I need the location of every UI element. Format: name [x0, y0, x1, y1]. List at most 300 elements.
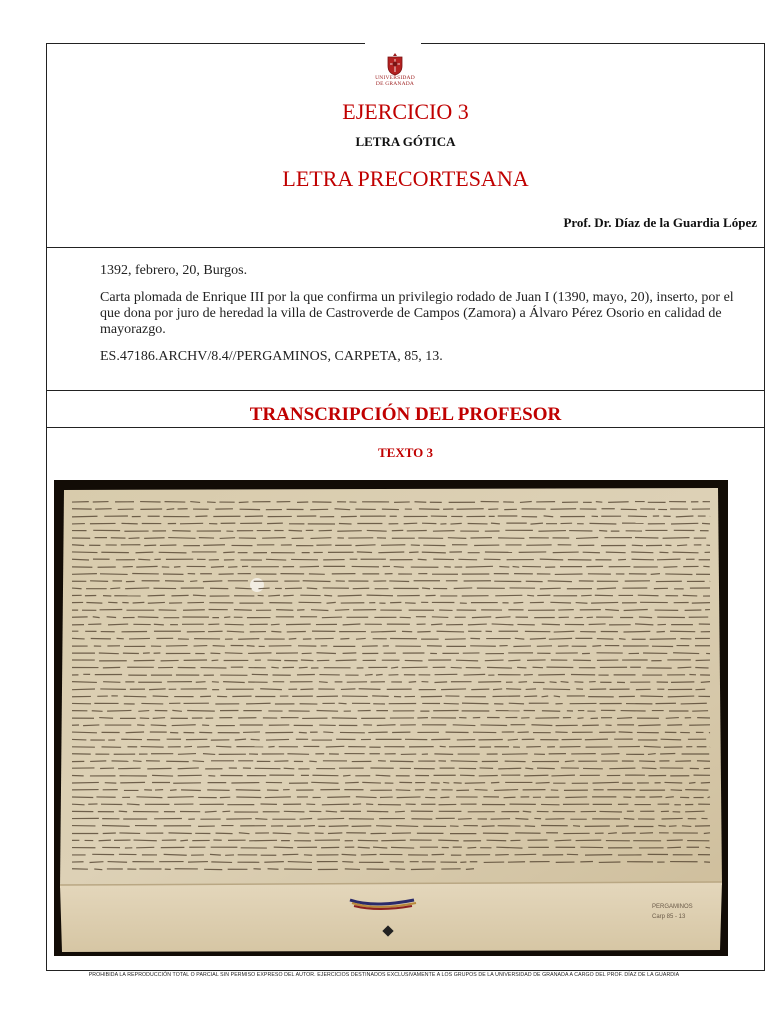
manuscript-stroke — [606, 552, 626, 553]
manuscript-stroke — [147, 768, 171, 769]
manuscript-stroke — [134, 840, 157, 841]
manuscript-stroke — [135, 552, 153, 553]
manuscript-stroke — [264, 862, 284, 863]
manuscript-stroke — [651, 574, 660, 575]
manuscript-stroke — [593, 782, 619, 783]
manuscript-stroke — [609, 768, 635, 769]
manuscript-stroke — [664, 782, 682, 783]
manuscript-stroke — [316, 653, 335, 654]
manuscript-stroke — [164, 854, 187, 855]
manuscript-stroke — [550, 602, 571, 603]
manuscript-stroke — [704, 833, 710, 834]
manuscript-stroke — [309, 761, 316, 762]
manuscript-stroke — [235, 588, 252, 589]
manuscript-stroke — [99, 653, 119, 654]
manuscript-stroke — [583, 552, 600, 553]
manuscript-stroke — [133, 602, 145, 603]
manuscript-stroke — [72, 689, 95, 690]
manuscript-stroke — [422, 552, 446, 553]
manuscript-stroke — [83, 725, 99, 726]
manuscript-stroke — [695, 667, 708, 668]
manuscript-stroke — [453, 725, 476, 726]
manuscript-stroke — [395, 811, 405, 812]
manuscript-stroke — [72, 516, 98, 517]
manuscript-stroke — [667, 840, 683, 841]
manuscript-stroke — [211, 862, 232, 863]
manuscript-stroke — [108, 624, 128, 625]
manuscript-stroke — [376, 775, 391, 776]
manuscript-stroke — [624, 818, 635, 819]
manuscript-stroke — [601, 754, 619, 755]
manuscript-stroke — [701, 682, 710, 683]
manuscript-stroke — [108, 862, 128, 863]
manuscript-stroke — [617, 718, 632, 719]
manuscript-stroke — [258, 588, 269, 589]
manuscript-stroke — [498, 768, 521, 769]
manuscript-stroke — [664, 567, 678, 568]
manuscript-stroke — [417, 631, 430, 632]
manuscript-stroke — [365, 675, 373, 676]
manuscript-stroke — [213, 646, 225, 647]
manuscript-stroke — [378, 552, 404, 553]
manuscript-stroke — [356, 797, 377, 798]
manuscript-stroke — [491, 523, 500, 524]
manuscript-stroke — [673, 653, 699, 654]
manuscript-stroke — [220, 538, 235, 539]
manuscript-stroke — [126, 732, 145, 733]
manuscript-stroke — [283, 595, 293, 596]
manuscript-stroke — [551, 775, 575, 776]
manuscript-stroke — [337, 531, 361, 532]
manuscript-stroke — [356, 638, 366, 639]
manuscript-stroke — [619, 732, 633, 733]
manuscript-stroke — [136, 797, 162, 798]
manuscript-stroke — [249, 840, 277, 841]
manuscript-stroke — [608, 502, 629, 503]
manuscript-stroke — [523, 811, 531, 812]
manuscript-stroke — [137, 725, 144, 726]
manuscript-stroke — [154, 624, 164, 625]
manuscript-stroke — [268, 595, 280, 596]
manuscript-stroke — [685, 811, 704, 812]
manuscript-stroke — [519, 682, 528, 683]
manuscript-stroke — [444, 703, 459, 704]
manuscript-stroke — [540, 588, 561, 589]
manuscript-stroke — [414, 502, 426, 503]
manuscript-stroke — [565, 761, 575, 762]
manuscript-stroke — [138, 617, 159, 618]
manuscript-stroke — [496, 617, 511, 618]
manuscript-stroke — [203, 581, 222, 582]
manuscript-stroke — [482, 826, 495, 827]
manuscript-stroke — [376, 674, 383, 675]
manuscript-stroke — [433, 531, 455, 532]
manuscript-stroke — [458, 819, 472, 820]
manuscript-stroke — [440, 797, 449, 798]
manuscript-stroke — [597, 639, 614, 640]
manuscript-stroke — [271, 667, 278, 668]
manuscript-stroke — [138, 559, 150, 560]
document-summary: Carta plomada de Enrique III por la que confirma un privilegio rodado de Juan I (1390, mayo, 20), inserto, por el que dona por juro de heredad la villa de Castroverde de Campos (Zamora) a Álvaro Pérez Osorio en calidad de mayorazgo. — [100, 290, 734, 337]
manuscript-stroke — [549, 638, 572, 639]
manuscript-stroke — [72, 782, 99, 783]
manuscript-stroke — [667, 847, 681, 848]
logo-text-line2: DE GRANADA — [375, 80, 415, 87]
manuscript-stroke — [90, 581, 108, 582]
divider-metadata — [47, 390, 764, 391]
manuscript-stroke — [478, 682, 501, 683]
university-logo — [373, 52, 417, 92]
manuscript-stroke — [102, 826, 130, 827]
manuscript-stroke — [525, 768, 533, 769]
manuscript-stroke — [466, 869, 474, 870]
manuscript-stroke — [673, 552, 699, 553]
manuscript-stroke — [159, 552, 187, 553]
manuscript-stroke — [151, 725, 167, 726]
manuscript-stroke — [508, 739, 518, 740]
manuscript-stroke — [451, 761, 478, 762]
manuscript-stroke — [487, 667, 512, 668]
manuscript-stroke — [357, 552, 372, 553]
manuscript-stroke — [515, 638, 525, 639]
manuscript-stroke — [493, 689, 502, 690]
manuscript-stroke — [276, 610, 293, 611]
manuscript-stroke — [542, 696, 549, 697]
manuscript-stroke — [692, 711, 708, 712]
manuscript-stroke — [103, 682, 120, 683]
manuscript-stroke — [431, 624, 442, 625]
manuscript-stroke — [94, 869, 102, 870]
manuscript-stroke — [72, 797, 93, 798]
manuscript-stroke — [203, 754, 215, 755]
manuscript-stroke — [238, 639, 259, 640]
archive-note-line1: PERGAMINOS — [652, 904, 693, 910]
manuscript-stroke — [542, 624, 560, 625]
manuscript-stroke — [326, 811, 337, 812]
manuscript-stroke — [289, 638, 297, 639]
manuscript-stroke — [543, 689, 570, 690]
manuscript-stroke — [608, 833, 617, 834]
manuscript-stroke — [99, 840, 111, 841]
manuscript-stroke — [343, 775, 350, 776]
manuscript-stroke — [274, 847, 293, 848]
manuscript-stroke — [467, 847, 476, 848]
manuscript-stroke — [631, 552, 653, 553]
manuscript-stroke — [273, 833, 292, 834]
manuscript-stroke — [432, 617, 449, 618]
document-metadata — [100, 263, 752, 376]
manuscript-stroke — [172, 531, 190, 532]
manuscript-stroke — [144, 545, 156, 546]
manuscript-stroke — [227, 631, 244, 632]
manuscript-stroke — [708, 797, 710, 798]
manuscript-stroke — [666, 718, 679, 719]
manuscript-stroke — [271, 631, 281, 632]
manuscript-stroke — [456, 660, 478, 661]
manuscript-stroke — [225, 653, 243, 654]
manuscript-stroke — [472, 617, 491, 618]
manuscript-stroke — [600, 811, 622, 812]
manuscript-stroke — [319, 682, 328, 683]
manuscript-stroke — [342, 854, 357, 855]
manuscript-stroke — [540, 559, 563, 560]
manuscript-stroke — [644, 746, 661, 747]
archive-signature: ES.47186.ARCHV/8.4//PERGAMINOS, CARPETA, 85, 13. — [100, 349, 443, 364]
manuscript-stroke — [355, 545, 375, 546]
manuscript-stroke — [310, 538, 331, 539]
manuscript-stroke — [265, 797, 291, 798]
manuscript-stroke — [299, 732, 307, 733]
manuscript-stroke — [662, 818, 683, 819]
manuscript-stroke — [639, 761, 655, 762]
manuscript-stroke — [508, 660, 520, 661]
manuscript-stroke — [72, 739, 86, 740]
manuscript-stroke — [271, 624, 280, 625]
manuscript-stroke — [239, 502, 249, 503]
manuscript-stroke — [284, 768, 295, 769]
manuscript-stroke — [642, 768, 657, 769]
manuscript-stroke — [411, 869, 434, 870]
manuscript-stroke — [676, 516, 694, 517]
manuscript-stroke — [538, 531, 565, 532]
manuscript-stroke — [663, 538, 690, 539]
manuscript-stroke — [72, 545, 84, 546]
manuscript-stroke — [495, 595, 522, 596]
footer-notice: PROHIBIDA LA REPRODUCCIÓN TOTAL O PARCIAL SIN PERMISO EXPRESO DEL AUTOR. EJERCICIOS DESTINADOS EXCLUSIVAMENTE A LOS GRUPOS DE LA UNIVERSIDAD DE GRANADA A CARGO DEL PROF. DÍAZ DE LA GUARDIA — [88, 972, 680, 978]
manuscript-stroke — [72, 804, 85, 805]
manuscript-stroke — [681, 703, 707, 704]
manuscript-stroke — [548, 581, 572, 582]
manuscript-stroke — [632, 559, 654, 560]
manuscript-stroke — [342, 862, 353, 863]
manuscript-stroke — [397, 797, 421, 798]
manuscript-stroke — [536, 783, 550, 784]
manuscript-stroke — [210, 854, 221, 855]
manuscript-stroke — [317, 710, 339, 711]
manuscript-stroke — [650, 639, 676, 640]
manuscript-stroke — [475, 790, 488, 791]
manuscript-stroke — [343, 653, 357, 654]
manuscript-stroke — [323, 732, 333, 733]
manuscript-stroke — [509, 703, 524, 704]
manuscript-stroke — [466, 566, 493, 567]
manuscript-stroke — [225, 624, 244, 625]
manuscript-stroke — [638, 595, 659, 596]
manuscript-stroke — [585, 739, 608, 740]
manuscript-stroke — [597, 588, 616, 589]
manuscript-stroke — [396, 790, 411, 791]
manuscript-stroke — [303, 581, 331, 582]
manuscript-stroke — [438, 840, 458, 841]
manuscript-stroke — [243, 732, 260, 733]
manuscript-stroke — [658, 826, 665, 827]
manuscript-stroke — [513, 602, 523, 603]
manuscript-stroke — [462, 703, 489, 704]
manuscript-stroke — [247, 646, 255, 647]
manuscript-stroke — [141, 747, 164, 748]
manuscript-stroke — [458, 559, 477, 560]
manuscript-stroke — [550, 682, 557, 683]
manuscript-stroke — [336, 660, 357, 661]
manuscript-stroke — [434, 754, 453, 755]
manuscript-stroke — [389, 581, 409, 582]
manuscript-stroke — [589, 523, 616, 524]
manuscript-stroke — [335, 610, 349, 611]
manuscript-stroke — [544, 516, 554, 517]
manuscript-stroke — [125, 588, 149, 589]
manuscript-stroke — [391, 847, 414, 848]
manuscript-stroke — [307, 588, 317, 589]
manuscript-stroke — [359, 689, 381, 690]
archive-note-line2: Carp 85 - 13 — [652, 914, 686, 920]
manuscript-stroke — [92, 711, 103, 712]
manuscript-stroke — [339, 523, 352, 524]
manuscript-stroke — [262, 538, 286, 539]
manuscript-stroke — [212, 660, 219, 661]
manuscript-photo — [54, 480, 728, 956]
manuscript-stroke — [223, 682, 245, 683]
manuscript-stroke — [138, 711, 149, 712]
manuscript-stroke — [487, 840, 507, 841]
manuscript-stroke — [129, 538, 140, 539]
manuscript-stroke — [402, 667, 428, 668]
manuscript-stroke — [677, 545, 687, 546]
manuscript-stroke — [99, 718, 113, 719]
manuscript-stroke — [178, 768, 199, 769]
manuscript-stroke — [678, 667, 692, 668]
manuscript-stroke — [327, 797, 350, 798]
manuscript-stroke — [371, 631, 396, 632]
manuscript-stroke — [148, 602, 165, 603]
manuscript-stroke — [190, 581, 197, 582]
manuscript-stroke — [174, 567, 181, 568]
manuscript-stroke — [193, 595, 206, 596]
manuscript-stroke — [377, 725, 396, 726]
manuscript-stroke — [419, 509, 439, 510]
manuscript-stroke — [328, 833, 342, 834]
logo-text-line1: UNIVERSIDAD — [375, 75, 415, 81]
manuscript-stroke — [246, 703, 271, 704]
manuscript-stroke — [524, 775, 548, 776]
manuscript-stroke — [537, 646, 552, 647]
manuscript-stroke — [110, 588, 120, 589]
manuscript-stroke — [358, 847, 370, 848]
manuscript-stroke — [124, 696, 147, 697]
manuscript-stroke — [196, 682, 206, 683]
manuscript-stroke — [524, 696, 537, 697]
manuscript-stroke — [72, 574, 97, 575]
manuscript-stroke — [72, 682, 97, 683]
manuscript-stroke — [169, 833, 192, 834]
section-heading: TRANSCRIPCIÓN DEL PROFESOR — [249, 404, 562, 425]
manuscript-stroke — [234, 610, 252, 611]
manuscript-stroke — [682, 826, 691, 827]
manuscript-stroke — [367, 530, 387, 531]
manuscript-stroke — [86, 602, 102, 603]
manuscript-stroke — [339, 703, 347, 704]
manuscript-stroke — [531, 725, 552, 726]
manuscript-stroke — [207, 790, 229, 791]
manuscript-stroke — [506, 689, 521, 690]
manuscript-stroke — [178, 754, 196, 755]
manuscript-stroke — [515, 818, 528, 819]
manuscript-stroke — [167, 509, 175, 510]
manuscript-stroke — [300, 818, 313, 819]
manuscript-stroke — [322, 804, 349, 805]
manuscript-stroke — [576, 603, 588, 604]
manuscript-stroke — [152, 775, 173, 776]
manuscript-stroke — [322, 617, 342, 618]
manuscript-stroke — [236, 790, 261, 791]
manuscript-stroke — [127, 804, 140, 805]
manuscript-stroke — [289, 530, 302, 531]
manuscript-stroke — [267, 523, 283, 524]
manuscript-stroke — [671, 523, 698, 524]
manuscript-stroke — [464, 674, 486, 675]
manuscript-stroke — [311, 610, 328, 611]
manuscript-stroke — [188, 862, 208, 863]
manuscript-stroke — [121, 523, 137, 524]
manuscript-stroke — [657, 632, 665, 633]
manuscript-stroke — [153, 718, 165, 719]
manuscript-stroke — [338, 595, 362, 596]
manuscript-stroke — [90, 761, 106, 762]
manuscript-stroke — [554, 631, 575, 632]
pomegranate-crest-icon — [384, 52, 406, 76]
manuscript-stroke — [136, 566, 157, 567]
manuscript-stroke — [300, 689, 313, 690]
divider-header — [47, 247, 764, 248]
manuscript-stroke — [72, 638, 85, 639]
manuscript-stroke — [107, 617, 116, 618]
manuscript-stroke — [180, 840, 188, 841]
manuscript-stroke — [422, 588, 430, 589]
manuscript-stroke — [538, 674, 565, 675]
manuscript-stroke — [72, 552, 97, 553]
manuscript-stroke — [554, 696, 560, 697]
manuscript-stroke — [437, 631, 465, 632]
professor-name: Prof. Dr. Díaz de la Guardia López — [563, 215, 757, 230]
manuscript-stroke — [623, 631, 650, 632]
divider-section — [47, 427, 764, 428]
manuscript-stroke — [513, 646, 531, 647]
page-frame — [46, 43, 765, 971]
manuscript-stroke — [181, 790, 201, 791]
manuscript-stroke — [628, 516, 647, 517]
manuscript-stroke — [668, 696, 695, 697]
manuscript-stroke — [381, 545, 405, 546]
manuscript-stroke — [266, 739, 289, 740]
manuscript-stroke — [211, 566, 224, 567]
manuscript-stroke — [153, 696, 169, 697]
manuscript-stroke — [223, 552, 234, 553]
manuscript-stroke — [287, 754, 309, 755]
manuscript-stroke — [216, 746, 231, 747]
manuscript-stroke — [100, 574, 128, 575]
manuscript-stroke — [205, 811, 217, 812]
manuscript-stroke — [203, 545, 225, 546]
manuscript-stroke — [565, 797, 587, 798]
manuscript-stroke — [216, 833, 233, 834]
manuscript-stroke — [396, 826, 418, 827]
manuscript-stroke — [554, 840, 571, 841]
logo-gap — [365, 42, 421, 46]
manuscript-stroke — [255, 819, 267, 820]
manuscript-stroke — [299, 667, 308, 668]
manuscript-stroke — [187, 711, 215, 712]
manuscript-stroke — [577, 718, 583, 719]
manuscript-stroke — [72, 588, 82, 589]
